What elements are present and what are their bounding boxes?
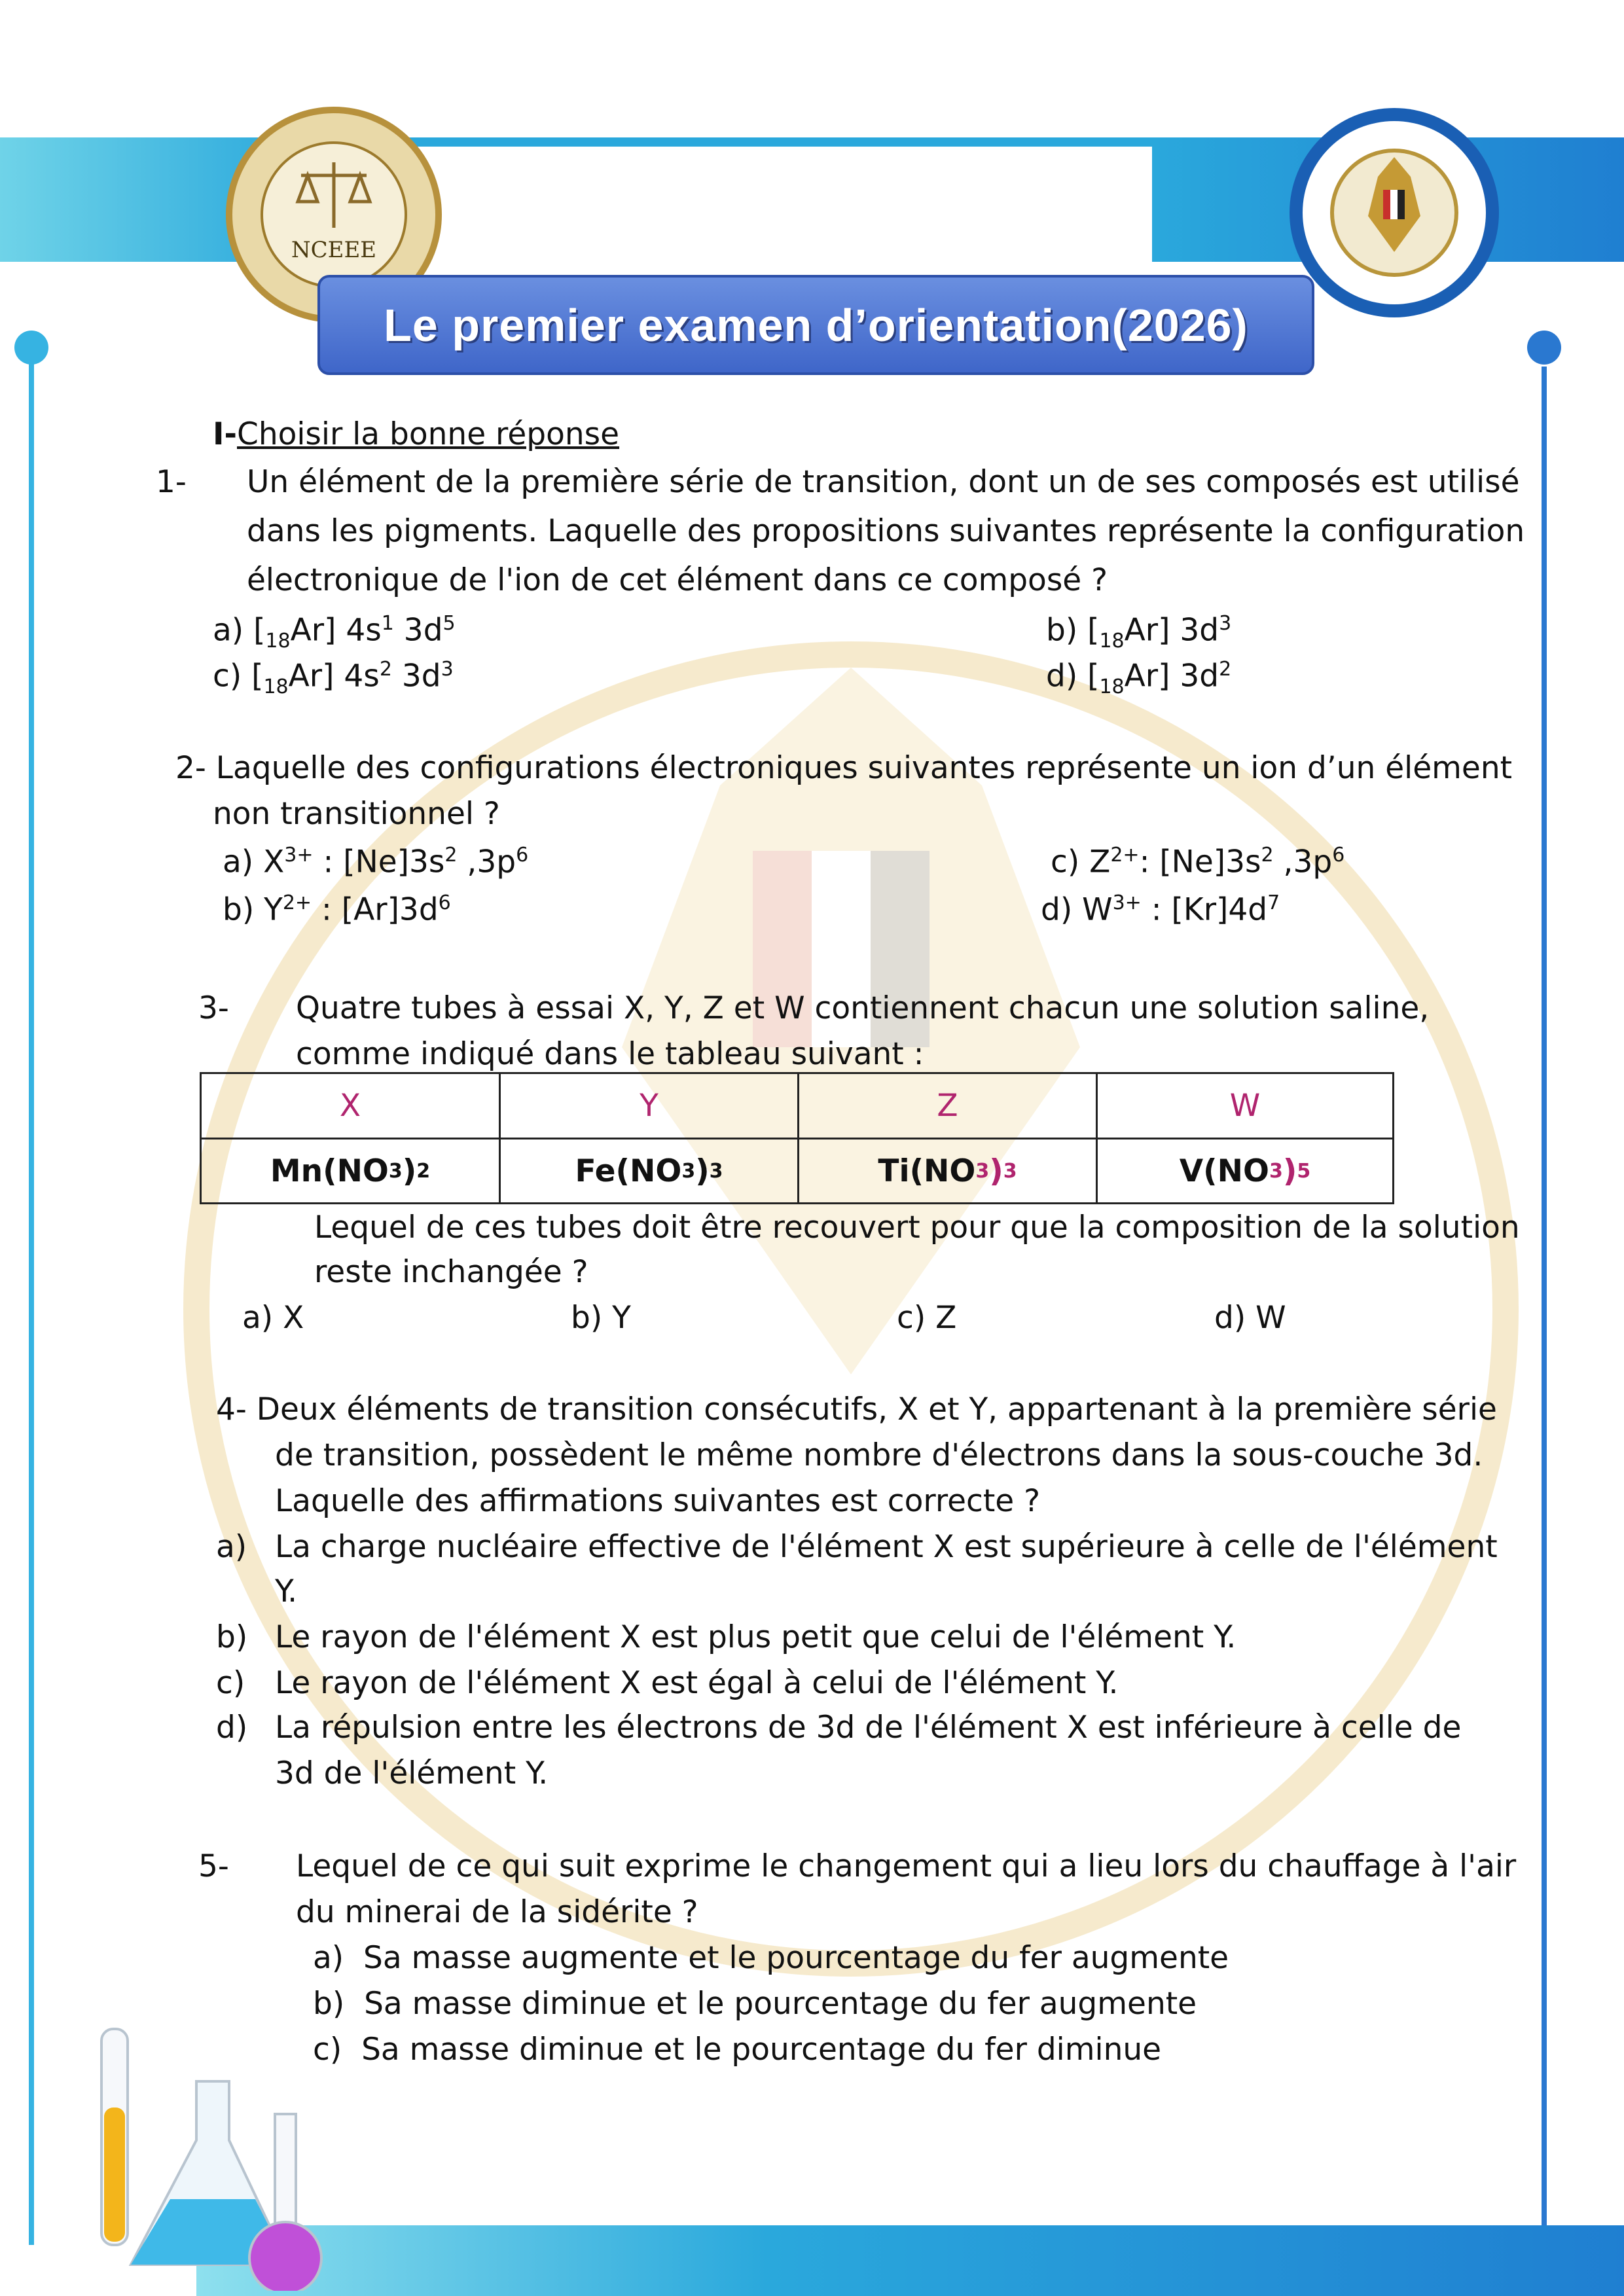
table-header: X bbox=[339, 1088, 361, 1124]
exam-title-banner bbox=[317, 275, 1314, 375]
q3-number: 3- bbox=[198, 990, 229, 1026]
footer-band bbox=[196, 2225, 1624, 2296]
left-border-line bbox=[29, 347, 34, 2245]
table-cell: Ti(NO 3 ) 3 bbox=[878, 1153, 1017, 1189]
q3-option-d[interactable]: d) W bbox=[1214, 1300, 1286, 1336]
salt-solutions-table bbox=[200, 1072, 1394, 1204]
q3-option-c[interactable]: c) Z bbox=[897, 1300, 957, 1336]
q3-after-line: Lequel de ces tubes doit être recouvert pour que la composition de la solution bbox=[314, 1210, 1520, 1246]
q4-option-a-text: Y. bbox=[275, 1573, 298, 1609]
q3-option-b[interactable]: b) Y bbox=[571, 1300, 631, 1336]
q5-option-b[interactable]: b) Sa masse diminue et le pourcentage du fer augmente bbox=[313, 1986, 1197, 2022]
ministry-logo bbox=[1286, 105, 1502, 321]
q4-option-b-text: Le rayon de l'élément X est plus petit que celui de l'élément Y. bbox=[275, 1619, 1236, 1655]
q1-option-d[interactable]: d) $[_{18}Ar]$ $3d^2$ bbox=[1046, 658, 1232, 699]
table-header: Z bbox=[937, 1088, 958, 1124]
q1-number: 1- bbox=[156, 464, 187, 500]
q1-option-b[interactable]: b) $[_{18}Ar]$ $3d^3$ bbox=[1046, 612, 1232, 653]
q4-option-c-label[interactable]: c) bbox=[216, 1665, 245, 1701]
q3-line: comme indiqué dans le tableau suivant : bbox=[296, 1036, 924, 1072]
section-prefix: I- bbox=[213, 416, 237, 452]
q4-option-a-text: La charge nucléaire effective de l'élément X est supérieure à celle de l'élément bbox=[275, 1529, 1498, 1565]
page-title: Le premier examen d’orientation(2026) bbox=[384, 299, 1248, 351]
q5-line: Lequel de ce qui suit exprime le changement qui a lieu lors du chauffage à l'air bbox=[296, 1848, 1517, 1884]
q4-option-d-text: La répulsion entre les électrons de 3d de l'élément X est inférieure à celle de bbox=[275, 1710, 1462, 1746]
section-title: Choisir la bonne réponse bbox=[237, 416, 620, 452]
section-heading bbox=[213, 416, 620, 452]
q5-line: du minerai de la sidérite ? bbox=[296, 1894, 698, 1930]
q1-line: Un élément de la première série de transition, dont un de ses composés est utilisé bbox=[247, 464, 1520, 500]
table-header: Y bbox=[640, 1088, 659, 1124]
q2-line: 2- Laquelle des configurations électroniques suivantes représente un ion d’un élément bbox=[175, 750, 1513, 786]
q4-option-c-text: Le rayon de l'élément X est égal à celui de l'élément Y. bbox=[275, 1665, 1119, 1701]
q1-option-a[interactable]: a) $[_{18}Ar]$ $4s^1$ $3d^5$ bbox=[213, 612, 456, 653]
table-cell: V(NO 3 ) 5 bbox=[1179, 1153, 1311, 1189]
q4-option-d-text: 3d de l'élément Y. bbox=[275, 1755, 549, 1791]
table-cell: Mn(NO 3 ) 2 bbox=[270, 1153, 431, 1189]
q4-line: de transition, possèdent le même nombre d'électrons dans la sous-couche 3d. bbox=[275, 1437, 1483, 1473]
right-border-dot bbox=[1527, 331, 1561, 365]
q5-option-a[interactable]: a) Sa masse augmente et le pourcentage du fer augmente bbox=[313, 1940, 1229, 1976]
q2-option-a[interactable]: a) $X^{3+}$ : $[Ne]3s^2$ $,3p^6$ bbox=[223, 844, 529, 880]
q2-option-b[interactable]: b) $Y^{2+}$ : $[Ar]3d^6$ bbox=[223, 891, 451, 928]
q2-option-d[interactable]: d) $W^{3+}$ : $[Kr]4d^7$ bbox=[1041, 891, 1280, 928]
q1-option-c[interactable]: c) $[_{18}Ar]$ $4s^2$ $3d^3$ bbox=[213, 658, 454, 699]
q2-option-c[interactable]: c) $Z^{2+}$: $[Ne]3s^2$ $,3p^6$ bbox=[1051, 844, 1345, 880]
q4-option-b-label[interactable]: b) bbox=[216, 1619, 248, 1655]
lab-glassware-illustration bbox=[39, 1990, 340, 2291]
q3-line: Quatre tubes à essai X, Y, Z et W contiennent chacun une solution saline, bbox=[296, 990, 1430, 1026]
table-cell: Fe(NO 3 ) 3 bbox=[575, 1153, 723, 1189]
q4-option-d-label[interactable]: d) bbox=[216, 1710, 248, 1746]
q3-option-a[interactable]: a) X bbox=[242, 1300, 304, 1336]
right-border-line bbox=[1542, 367, 1547, 2238]
q5-option-c[interactable]: c) Sa masse diminue et le pourcentage du fer diminue bbox=[313, 2032, 1162, 2068]
logo-left-label: NCEEE bbox=[291, 237, 377, 263]
q4-option-a-label[interactable]: a) bbox=[216, 1529, 247, 1565]
q4-line: 4- Deux éléments de transition consécutifs, X et Y, appartenant à la première série bbox=[216, 1391, 1497, 1427]
q2-line: non transitionnel ? bbox=[213, 796, 500, 832]
q3-after-line: reste inchangée ? bbox=[314, 1254, 588, 1290]
q5-number: 5- bbox=[198, 1848, 229, 1884]
q1-line: dans les pigments. Laquelle des propositions suivantes représente la configuration bbox=[247, 513, 1525, 549]
q1-line: électronique de l'ion de cet élément dans ce composé ? bbox=[247, 562, 1108, 598]
table-header: W bbox=[1229, 1088, 1261, 1124]
q4-line: Laquelle des affirmations suivantes est correcte ? bbox=[275, 1483, 1041, 1519]
